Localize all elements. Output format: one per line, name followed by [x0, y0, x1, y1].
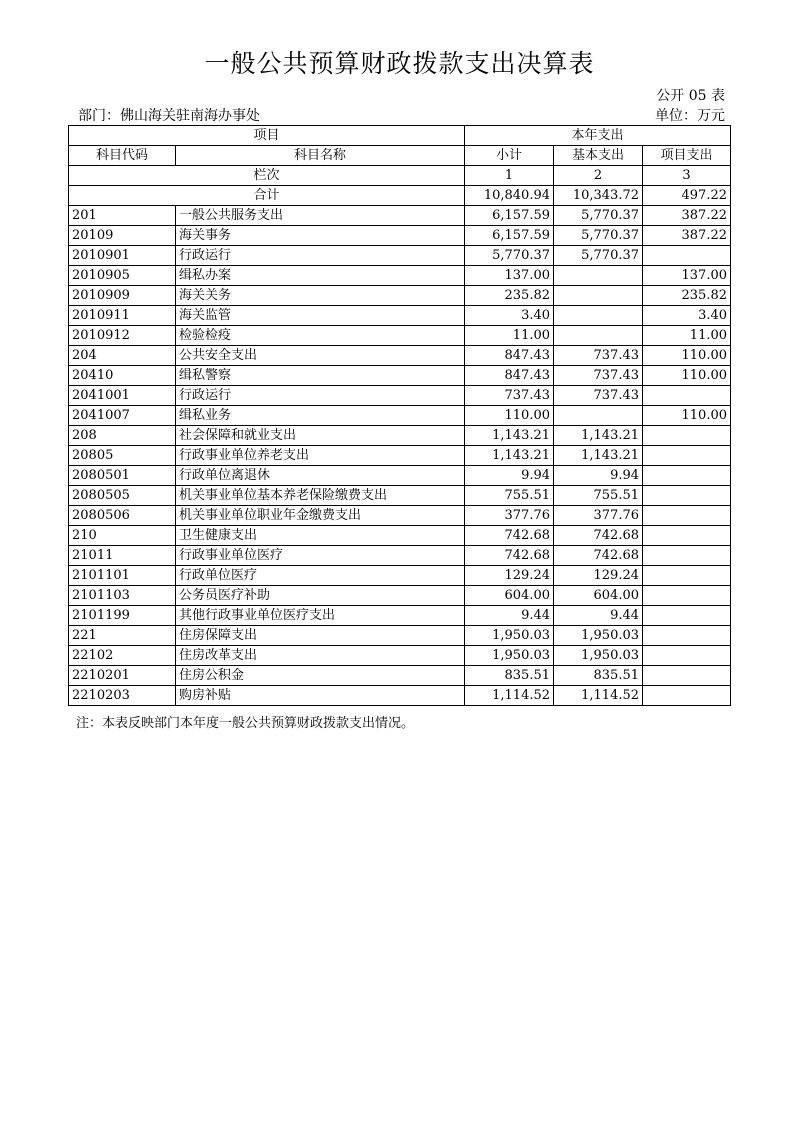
row-project: [643, 626, 731, 646]
row-basic: 755.51: [554, 486, 643, 506]
row-basic: [554, 326, 643, 346]
row-project: 110.00: [643, 406, 731, 426]
row-subtotal: 110.00: [465, 406, 554, 426]
row-project: 110.00: [643, 346, 731, 366]
row-project: [643, 446, 731, 466]
row-basic: [554, 266, 643, 286]
row-subtotal: 835.51: [465, 666, 554, 686]
row-basic: 1,950.03: [554, 646, 643, 666]
row-code: 21011: [69, 546, 176, 566]
row-name: 缉私警察: [176, 366, 465, 386]
row-subtotal: 1,143.21: [465, 446, 554, 466]
table-row: [69, 506, 731, 526]
table-row: [69, 226, 731, 246]
header-basic: 基本支出: [554, 146, 643, 166]
row-subtotal: 742.68: [465, 546, 554, 566]
row-name: 其他行政事业单位医疗支出: [176, 606, 465, 626]
total-row: [69, 186, 731, 206]
row-basic: 737.43: [554, 366, 643, 386]
total-project: 497.22: [643, 186, 731, 206]
page-title: 一般公共预算财政拨款支出决算表: [204, 49, 595, 78]
row-code: 2101101: [69, 566, 176, 586]
total-subtotal: 10,840.94: [465, 186, 554, 206]
row-name: 缉私业务: [176, 406, 465, 426]
table-row: [69, 526, 731, 546]
row-basic: 5,770.37: [554, 226, 643, 246]
row-name: 海关关务: [176, 286, 465, 306]
row-project: [643, 646, 731, 666]
row-project: [643, 246, 731, 266]
table-row: [69, 366, 731, 386]
table-row: [69, 306, 731, 326]
row-subtotal: 737.43: [465, 386, 554, 406]
row-code: 22102: [69, 646, 176, 666]
row-basic: [554, 286, 643, 306]
row-code: 2041007: [69, 406, 176, 426]
row-code: 2101103: [69, 586, 176, 606]
row-name: 海关事务: [176, 226, 465, 246]
row-subtotal: 9.44: [465, 606, 554, 626]
row-code: 2010905: [69, 266, 176, 286]
row-code: 2010912: [69, 326, 176, 346]
row-code: 2080506: [69, 506, 176, 526]
row-basic: 1,143.21: [554, 446, 643, 466]
row-subtotal: 6,157.59: [465, 226, 554, 246]
row-basic: 5,770.37: [554, 246, 643, 266]
header-code: 科目代码: [69, 146, 176, 166]
table-row: [69, 426, 731, 446]
header-subtotal: 小计: [465, 146, 554, 166]
row-subtotal: 235.82: [465, 286, 554, 306]
row-basic: [554, 306, 643, 326]
row-subtotal: 847.43: [465, 346, 554, 366]
row-subtotal: 1,950.03: [465, 626, 554, 646]
row-name: 住房保障支出: [176, 626, 465, 646]
column-number-row: [69, 166, 731, 186]
row-basic: 1,143.21: [554, 426, 643, 446]
row-name: 住房改革支出: [176, 646, 465, 666]
row-project: 11.00: [643, 326, 731, 346]
row-code: 201: [69, 206, 176, 226]
total-label: 合计: [69, 186, 465, 206]
row-code: 2010911: [69, 306, 176, 326]
row-subtotal: 604.00: [465, 586, 554, 606]
row-name: 行政事业单位医疗: [176, 546, 465, 566]
column-number-2: 2: [554, 166, 643, 186]
row-project: [643, 506, 731, 526]
row-subtotal: 11.00: [465, 326, 554, 346]
row-name: 公务员医疗补助: [176, 586, 465, 606]
row-code: 210: [69, 526, 176, 546]
row-project: [643, 586, 731, 606]
row-name: 海关监管: [176, 306, 465, 326]
row-code: 20410: [69, 366, 176, 386]
table-row: [69, 626, 731, 646]
row-basic: 129.24: [554, 566, 643, 586]
table-row: [69, 666, 731, 686]
row-name: 一般公共服务支出: [176, 206, 465, 226]
row-subtotal: 377.76: [465, 506, 554, 526]
row-code: 221: [69, 626, 176, 646]
row-basic: 737.43: [554, 386, 643, 406]
form-number: 公开 05 表: [656, 88, 725, 104]
row-code: 20805: [69, 446, 176, 466]
table-row: [69, 386, 731, 406]
header-project: 项目支出: [643, 146, 731, 166]
row-project: [643, 666, 731, 686]
row-project: 387.22: [643, 226, 731, 246]
row-subtotal: 137.00: [465, 266, 554, 286]
row-basic: 1,950.03: [554, 626, 643, 646]
row-subtotal: 742.68: [465, 526, 554, 546]
row-project: [643, 526, 731, 546]
row-name: 行政单位医疗: [176, 566, 465, 586]
table-row: [69, 326, 731, 346]
row-basic: 742.68: [554, 546, 643, 566]
column-number-3: 3: [643, 166, 731, 186]
table-row: [69, 686, 731, 706]
row-project: 110.00: [643, 366, 731, 386]
row-basic: [554, 406, 643, 426]
row-name: 行政运行: [176, 246, 465, 266]
row-basic: 737.43: [554, 346, 643, 366]
row-name: 行政单位离退休: [176, 466, 465, 486]
row-project: [643, 606, 731, 626]
row-subtotal: 1,950.03: [465, 646, 554, 666]
header-row-1: [69, 126, 731, 146]
table-row: [69, 466, 731, 486]
expenditure-table: [68, 125, 731, 706]
row-code: 2010909: [69, 286, 176, 306]
row-code: 204: [69, 346, 176, 366]
row-subtotal: 3.40: [465, 306, 554, 326]
row-basic: 377.76: [554, 506, 643, 526]
table-row: [69, 266, 731, 286]
footnote: 注：本表反映部门本年度一般公共预算财政拨款支出情况。: [76, 716, 415, 731]
row-code: 2210203: [69, 686, 176, 706]
header-current-year: 本年支出: [465, 126, 731, 146]
row-project: [643, 546, 731, 566]
row-code: 2080505: [69, 486, 176, 506]
row-subtotal: 1,114.52: [465, 686, 554, 706]
table-row: [69, 486, 731, 506]
row-basic: 1,114.52: [554, 686, 643, 706]
row-name: 公共安全支出: [176, 346, 465, 366]
row-project: [643, 426, 731, 446]
row-code: 2080501: [69, 466, 176, 486]
header-row-2: [69, 146, 731, 166]
row-basic: 835.51: [554, 666, 643, 686]
table-row: [69, 606, 731, 626]
row-basic: 604.00: [554, 586, 643, 606]
row-subtotal: 129.24: [465, 566, 554, 586]
row-basic: 9.94: [554, 466, 643, 486]
row-project: [643, 386, 731, 406]
row-project: [643, 686, 731, 706]
table-row: [69, 286, 731, 306]
row-name: 社会保障和就业支出: [176, 426, 465, 446]
row-name: 购房补贴: [176, 686, 465, 706]
row-name: 机关事业单位职业年金缴费支出: [176, 506, 465, 526]
row-name: 卫生健康支出: [176, 526, 465, 546]
row-project: [643, 466, 731, 486]
row-name: 住房公积金: [176, 666, 465, 686]
row-subtotal: 6,157.59: [465, 206, 554, 226]
table-row: [69, 246, 731, 266]
header-item: 项目: [69, 126, 465, 146]
row-project: 137.00: [643, 266, 731, 286]
table-row: [69, 206, 731, 226]
table-row: [69, 406, 731, 426]
table-row: [69, 346, 731, 366]
row-project: [643, 566, 731, 586]
table-row: [69, 446, 731, 466]
row-code: 20109: [69, 226, 176, 246]
table-row: [69, 646, 731, 666]
row-subtotal: 1,143.21: [465, 426, 554, 446]
row-name: 检验检疫: [176, 326, 465, 346]
column-number-label: 栏次: [69, 166, 465, 186]
total-basic: 10,343.72: [554, 186, 643, 206]
row-name: 行政运行: [176, 386, 465, 406]
row-subtotal: 755.51: [465, 486, 554, 506]
row-code: 2101199: [69, 606, 176, 626]
row-name: 行政事业单位养老支出: [176, 446, 465, 466]
row-project: [643, 486, 731, 506]
unit-label: 单位：万元: [655, 108, 725, 124]
row-basic: 9.44: [554, 606, 643, 626]
row-project: 235.82: [643, 286, 731, 306]
row-code: 2210201: [69, 666, 176, 686]
row-code: 2041001: [69, 386, 176, 406]
row-subtotal: 5,770.37: [465, 246, 554, 266]
row-code: 2010901: [69, 246, 176, 266]
row-basic: 742.68: [554, 526, 643, 546]
row-basic: 5,770.37: [554, 206, 643, 226]
row-code: 208: [69, 426, 176, 446]
department-label: 部门：佛山海关驻南海办事处: [78, 108, 260, 124]
row-subtotal: 9.94: [465, 466, 554, 486]
table-row: [69, 546, 731, 566]
row-project: 387.22: [643, 206, 731, 226]
table-row: [69, 566, 731, 586]
header-name: 科目名称: [176, 146, 465, 166]
column-number-1: 1: [465, 166, 554, 186]
row-name: 机关事业单位基本养老保险缴费支出: [176, 486, 465, 506]
row-subtotal: 847.43: [465, 366, 554, 386]
table-row: [69, 586, 731, 606]
row-project: 3.40: [643, 306, 731, 326]
row-name: 缉私办案: [176, 266, 465, 286]
